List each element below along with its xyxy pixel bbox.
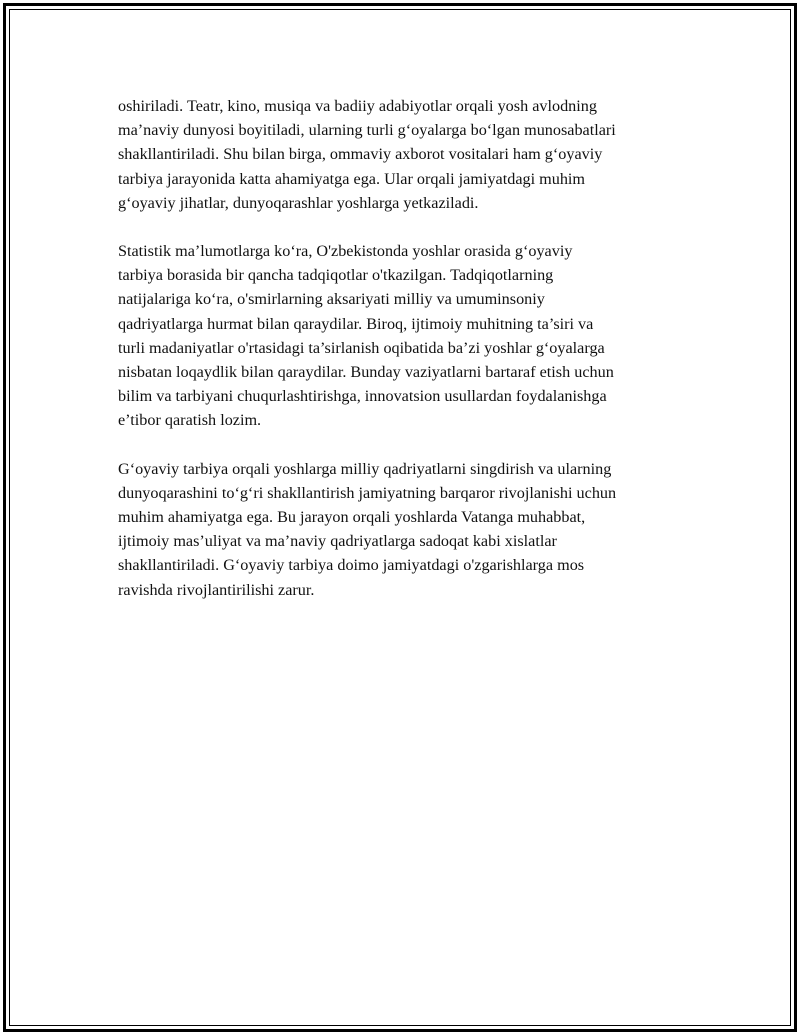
text-line: G‘oyaviy tarbiya orqali yoshlarga milliy qadriyatlarni singdirish va ularning <box>118 459 612 478</box>
text-line: oshiriladi. Teatr, kino, musiqa va badiiy adabiyotlar orqali yosh avlodning <box>118 97 597 115</box>
text-line: qadriyatlarga hurmat bilan qaraydilar. Biroq, ijtimoiy muhitning ta’siri va <box>118 314 594 333</box>
text-line: e’tibor qaratish lozim. <box>118 411 262 430</box>
text-line: nisbatan loqaydlik bilan qaraydilar. Bunday vaziyatlarni bartaraf etish uchun <box>118 363 614 382</box>
text-line: shakllantiriladi. G‘oyaviy tarbiya doimo jamiyatdagi o'zgarishlarga mos <box>118 556 585 575</box>
text-line: turli madaniyatlar o'rtasidagi ta’sirlanish oqibatida ba’zi yoshlar g‘oyalarga <box>118 338 605 357</box>
text-line: tarbiya borasida bir qancha tadqiqotlar o'tkazilgan. Tadqiqotlarning <box>118 266 554 285</box>
text-line: tarbiya jarayonida katta ahamiyatga ega. Ular orqali jamiyatdagi muhim <box>118 169 586 188</box>
text-line: shakllantiriladi. Shu bilan birga, ommaviy axborot vositalari ham g‘oyaviy <box>118 145 603 164</box>
text-line: ijtimoiy mas’uliyat va ma’naviy qadriyatlarga sadoqat kabi xislatlar <box>118 532 557 551</box>
text-line: natijalariga ko‘ra, o'smirlarning aksariyati milliy va umuminsoniy <box>118 290 545 309</box>
text-line: dunyoqarashini to‘g‘ri shakllantirish jamiyatning barqaror rivojlanishi uchun <box>118 483 617 502</box>
document-body <box>118 94 718 626</box>
paragraph-3 <box>118 457 718 602</box>
text-line: ma’naviy dunyosi boyitiladi, ularning turli g‘oyalarga bo‘lgan munosabatlari <box>118 121 616 140</box>
text-line: bilim va tarbiyani chuqurlashtirishga, innovatsion usullardan foydalanishga <box>118 387 607 406</box>
text-line: ravishda rivojlantirilishi zarur. <box>118 580 315 599</box>
text-line: g‘oyaviy jihatlar, dunyoqarashlar yoshlarga yetkaziladi. <box>118 193 479 212</box>
paragraph-2 <box>118 239 718 433</box>
paragraph-1 <box>118 94 718 215</box>
text-line: Statistik ma’lumotlarga ko‘ra, O'zbekistonda yoshlar orasida g‘oyaviy <box>118 242 573 261</box>
text-line: muhim ahamiyatga ega. Bu jarayon orqali yoshlarda Vatanga muhabbat, <box>118 508 586 527</box>
